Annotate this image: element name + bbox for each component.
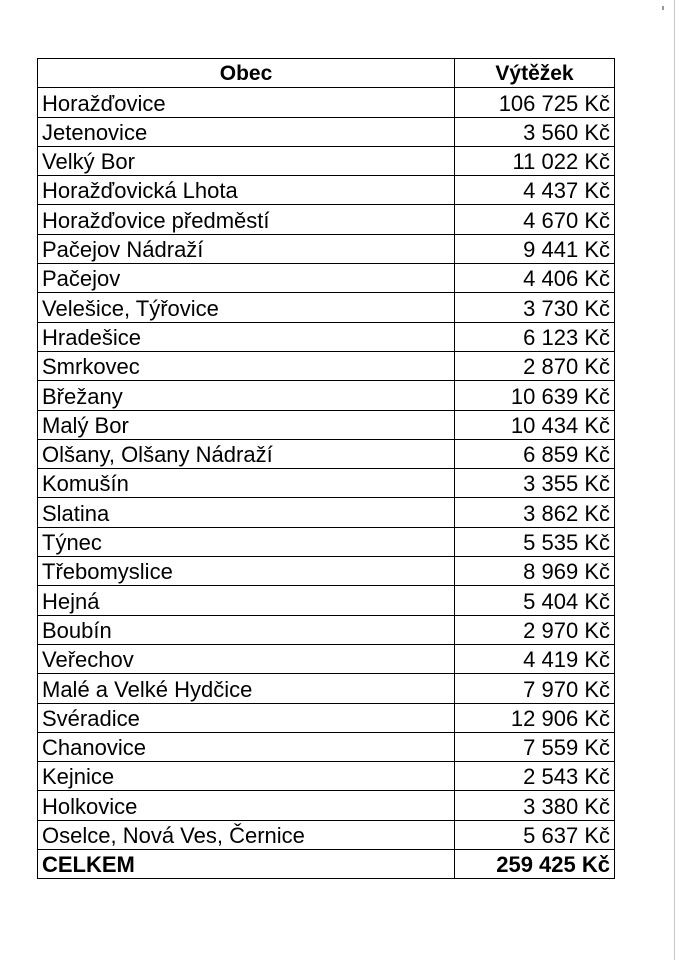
- header-vytezek: Výtěžek: [455, 59, 615, 88]
- table-row: [38, 381, 615, 410]
- vytezek-cell: 5 637 Kč: [455, 820, 615, 849]
- obec-cell: Břežany: [38, 381, 455, 410]
- table-row: [38, 410, 615, 439]
- vytezek-cell: 2 970 Kč: [455, 615, 615, 644]
- table-row: [38, 674, 615, 703]
- obec-cell: Pačejov Nádraží: [38, 234, 455, 263]
- table-row: [38, 586, 615, 615]
- vytezek-cell: 10 639 Kč: [455, 381, 615, 410]
- table-row: [38, 234, 615, 263]
- vytezek-cell: 7 559 Kč: [455, 732, 615, 761]
- collection-results-table: [37, 58, 615, 879]
- obec-cell: Olšany, Olšany Nádraží: [38, 439, 455, 468]
- obec-cell: Jetenovice: [38, 117, 455, 146]
- vytezek-cell: 5 535 Kč: [455, 527, 615, 556]
- obec-cell: Pačejov: [38, 264, 455, 293]
- vytezek-cell: 7 970 Kč: [455, 674, 615, 703]
- vytezek-cell: 8 969 Kč: [455, 557, 615, 586]
- vytezek-cell: 9 441 Kč: [455, 234, 615, 263]
- vytezek-cell: 6 123 Kč: [455, 322, 615, 351]
- vytezek-cell: 4 419 Kč: [455, 644, 615, 673]
- total-label: CELKEM: [38, 850, 455, 879]
- table-row: [38, 117, 615, 146]
- table-row: [38, 557, 615, 586]
- table-row: [38, 176, 615, 205]
- table-body: [38, 88, 615, 850]
- obec-cell: Třebomyslice: [38, 557, 455, 586]
- vytezek-cell: 5 404 Kč: [455, 586, 615, 615]
- obec-cell: Horažďovice: [38, 88, 455, 117]
- scan-mark: [662, 6, 664, 10]
- obec-cell: Veřechov: [38, 644, 455, 673]
- obec-cell: Svéradice: [38, 703, 455, 732]
- vytezek-cell: 3 862 Kč: [455, 498, 615, 527]
- vytezek-cell: 4 406 Kč: [455, 264, 615, 293]
- table-row: [38, 322, 615, 351]
- table-row: [38, 615, 615, 644]
- obec-cell: Smrkovec: [38, 351, 455, 380]
- obec-cell: Boubín: [38, 615, 455, 644]
- obec-cell: Holkovice: [38, 791, 455, 820]
- table-row: [38, 703, 615, 732]
- table-row: [38, 205, 615, 234]
- vytezek-cell: 106 725 Kč: [455, 88, 615, 117]
- table-header-row: [38, 59, 615, 88]
- vytezek-cell: 12 906 Kč: [455, 703, 615, 732]
- vytezek-cell: 3 355 Kč: [455, 469, 615, 498]
- obec-cell: Velký Bor: [38, 146, 455, 175]
- obec-cell: Malý Bor: [38, 410, 455, 439]
- obec-cell: Chanovice: [38, 732, 455, 761]
- obec-cell: Slatina: [38, 498, 455, 527]
- vytezek-cell: 2 870 Kč: [455, 351, 615, 380]
- vytezek-cell: 3 560 Kč: [455, 117, 615, 146]
- vytezek-cell: 4 670 Kč: [455, 205, 615, 234]
- table-row: [38, 732, 615, 761]
- table-row: [38, 88, 615, 117]
- table-row: [38, 351, 615, 380]
- vytezek-cell: 11 022 Kč: [455, 146, 615, 175]
- table-row: [38, 820, 615, 849]
- table-row: [38, 498, 615, 527]
- vytezek-cell: 3 380 Kč: [455, 791, 615, 820]
- vytezek-cell: 3 730 Kč: [455, 293, 615, 322]
- obec-cell: Malé a Velké Hydčice: [38, 674, 455, 703]
- table-row: [38, 469, 615, 498]
- obec-cell: Týnec: [38, 527, 455, 556]
- table-row: [38, 293, 615, 322]
- vytezek-cell: 6 859 Kč: [455, 439, 615, 468]
- obec-cell: Horažďovická Lhota: [38, 176, 455, 205]
- page-edge-line: [674, 0, 675, 960]
- table-row: [38, 439, 615, 468]
- table-row: [38, 264, 615, 293]
- obec-cell: Kejnice: [38, 762, 455, 791]
- obec-cell: Horažďovice předměstí: [38, 205, 455, 234]
- table-row: [38, 644, 615, 673]
- table-row: [38, 762, 615, 791]
- header-obec: Obec: [38, 59, 455, 88]
- total-row: [38, 850, 615, 879]
- obec-cell: Hejná: [38, 586, 455, 615]
- obec-cell: Oselce, Nová Ves, Černice: [38, 820, 455, 849]
- table-row: [38, 146, 615, 175]
- table-row: [38, 791, 615, 820]
- vytezek-cell: 4 437 Kč: [455, 176, 615, 205]
- vytezek-cell: 10 434 Kč: [455, 410, 615, 439]
- obec-cell: Hradešice: [38, 322, 455, 351]
- obec-cell: Velešice, Týřovice: [38, 293, 455, 322]
- total-value: 259 425 Kč: [455, 850, 615, 879]
- table-row: [38, 527, 615, 556]
- obec-cell: Komušín: [38, 469, 455, 498]
- vytezek-cell: 2 543 Kč: [455, 762, 615, 791]
